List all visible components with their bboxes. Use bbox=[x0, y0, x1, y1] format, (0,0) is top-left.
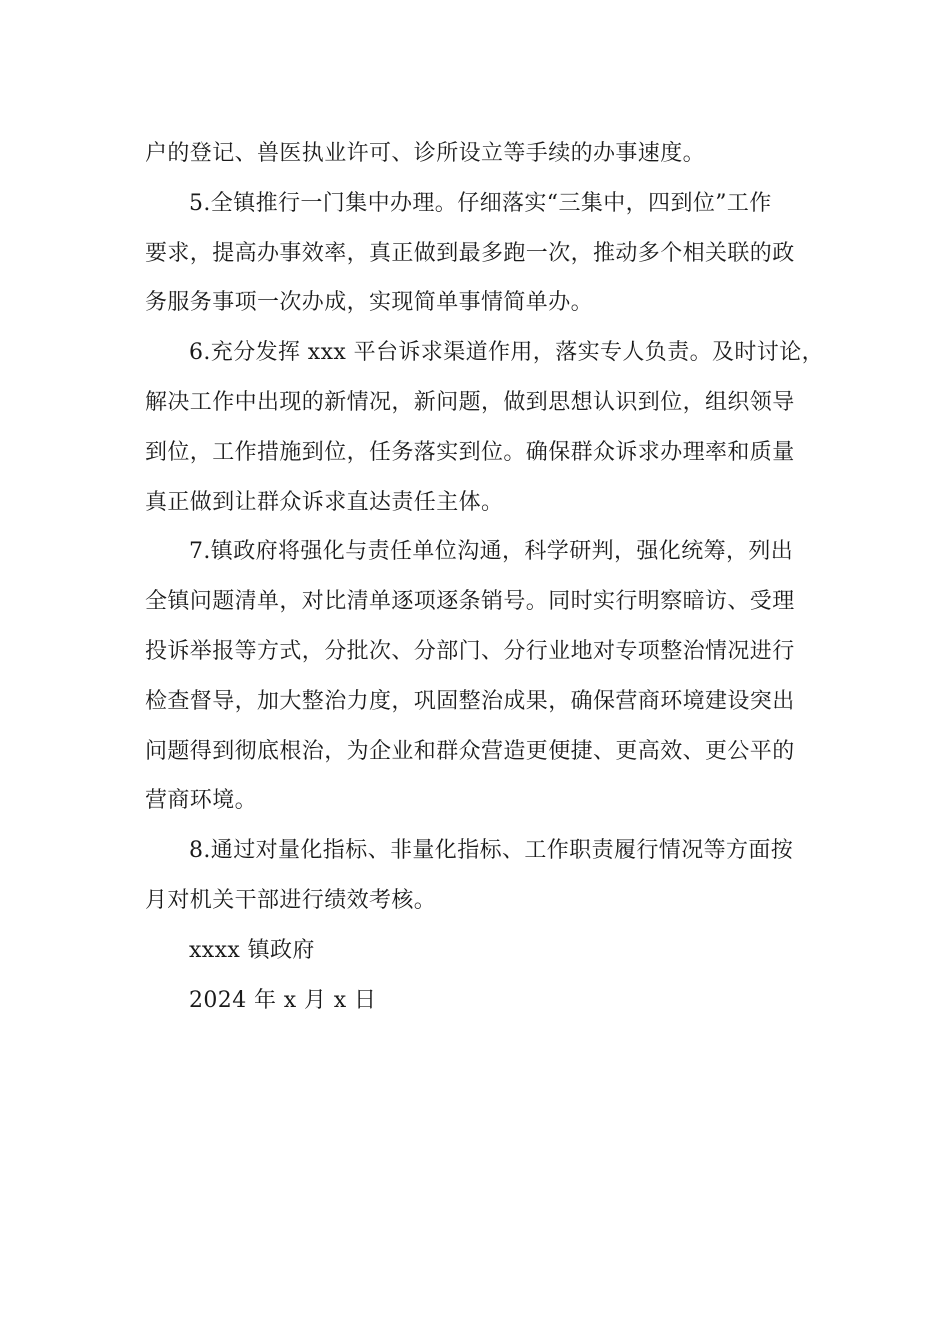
paragraph-line: 问题得到彻底根治，为企业和群众营造更便捷、更高效、更公平的 bbox=[145, 738, 795, 764]
paragraph-line: 月对机关干部进行绩效考核。 bbox=[145, 887, 437, 913]
paragraph-item-8-line: 8.通过对量化指标、非量化指标、工作职责履行情况等方面按 bbox=[189, 838, 794, 864]
signature-date: 2024 年 x 月 x 日 bbox=[189, 987, 377, 1013]
paragraph-line: 户的登记、兽医执业许可、诊所设立等手续的办事速度。 bbox=[145, 141, 706, 166]
paragraph-line: 全镇问题清单，对比清单逐项逐条销号。同时实行明察暗访、受理 bbox=[145, 589, 795, 615]
paragraph-line: 解决工作中出现的新情况，新问题，做到思想认识到位，组织领导 bbox=[145, 389, 795, 415]
paragraph-line: 营商环境。 bbox=[145, 788, 258, 814]
paragraph-line: 要求，提高办事效率，真正做到最多跑一次，推动多个相关联的政 bbox=[145, 240, 795, 266]
paragraph-item-7-line: 7.镇政府将强化与责任单位沟通，科学研判，强化统筹，列出 bbox=[189, 539, 794, 565]
paragraph-line: 投诉举报等方式，分批次、分部门、分行业地对专项整治情况进行 bbox=[145, 638, 795, 664]
paragraph-line: 检查督导，加大整治力度，巩固整治成果，确保营商环境建设突出 bbox=[145, 688, 795, 714]
document-body bbox=[145, 129, 824, 1025]
paragraph-item-5-line: 5.全镇推行一门集中办理。仔细落实“三集中，四到位”工作 bbox=[189, 190, 772, 216]
signature-organization: xxxx 镇政府 bbox=[189, 937, 315, 963]
paragraph-line: 到位，工作措施到位，任务落实到位。确保群众诉求办理率和质量 bbox=[145, 439, 795, 465]
paragraph-line: 真正做到让群众诉求直达责任主体。 bbox=[145, 489, 504, 515]
paragraph-line: 务服务事项一次办成，实现简单事情简单办。 bbox=[145, 290, 594, 316]
paragraph-item-6-line: 6.充分发挥 xxx 平台诉求渠道作用，落实专人负责。及时讨论， bbox=[189, 340, 824, 366]
